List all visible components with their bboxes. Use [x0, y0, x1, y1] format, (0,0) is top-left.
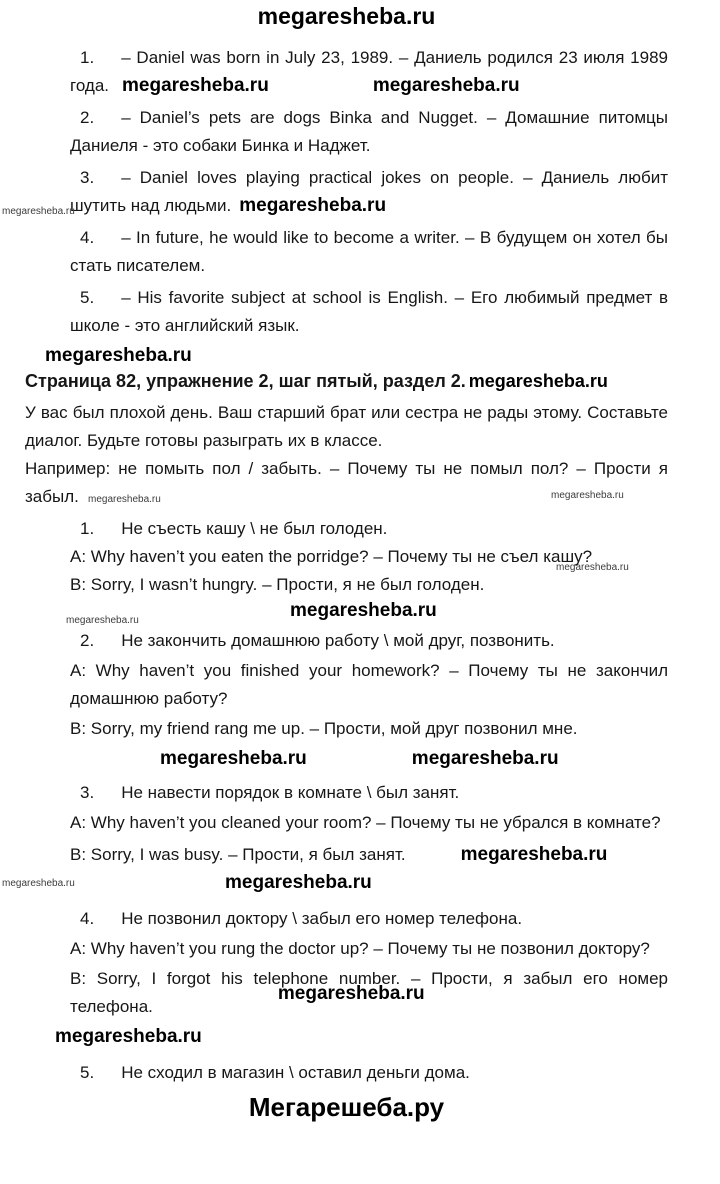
watermark-text: megaresheba.ru	[225, 872, 372, 893]
answer-item-1	[25, 44, 668, 100]
dialog-text: B: Sorry, I was busy. – Прости, я был занят.	[70, 845, 406, 864]
item-number: 4.	[80, 909, 95, 928]
watermark-text: megaresheba.ru	[290, 600, 437, 621]
watermark-text: megaresheba.ru	[468, 371, 608, 391]
item-number: 5.	[80, 1063, 95, 1082]
task-text: Не съесть кашу \ не был голоден.	[121, 519, 388, 538]
watermark-text: megaresheba.ru	[45, 345, 192, 366]
watermark-text: megaresheba.ru	[460, 844, 608, 865]
watermark-text: megaresheba.ru	[88, 494, 161, 505]
watermark-text: megaresheba.ru	[66, 615, 139, 626]
task-item-2	[25, 627, 668, 655]
task-text: Не закончить домашнюю работу \ мой друг, позвонить.	[121, 631, 555, 650]
item-text: – Daniel’s pets are dogs Binka and Nugget. – Домашние питомцы Даниеля - это собаки Бинка и Наджет.	[70, 108, 668, 155]
watermark-line	[55, 1025, 668, 1049]
exercise-heading	[25, 368, 668, 395]
exercise2-section	[25, 368, 668, 1087]
watermark-line	[225, 871, 668, 895]
task-text: Не позвонил доктору \ забыл его номер телефона.	[121, 909, 523, 928]
footer-watermark: Мегарешеба.ру	[248, 1092, 445, 1122]
watermark-text: megaresheba.ru	[239, 195, 387, 216]
dialog-b-4	[25, 965, 668, 1021]
header-watermark: megaresheba.ru	[257, 3, 436, 29]
item-number: 3.	[80, 783, 95, 802]
task-item-5	[25, 1059, 668, 1087]
watermark-text: megaresheba.ru	[2, 878, 75, 889]
watermark-text: megaresheba.ru	[277, 983, 425, 1004]
item-number: 1.	[80, 48, 95, 67]
task-text: Не сходил в магазин \ оставил деньги дома.	[121, 1063, 470, 1082]
task-item-1	[25, 515, 668, 543]
answer-item-3	[25, 164, 668, 220]
exercise-instructions: У вас был плохой день. Ваш старший брат или сестра не рады этому. Составьте диалог. Будьте готовы разыграть их в классе.	[25, 403, 668, 450]
item-number: 4.	[80, 228, 95, 247]
watermark-text: megaresheba.ru	[556, 562, 629, 573]
watermark-text: megaresheba.ru	[372, 75, 520, 96]
dialog-a-1: A: Why haven’t you eaten the porridge? – Почему ты не съел кашу?	[70, 547, 593, 566]
item-number: 2.	[80, 631, 95, 650]
dialog-a-4: A: Why haven’t you rung the doctor up? – Почему ты не позвонил доктору?	[70, 939, 650, 958]
answer-item-2	[25, 104, 668, 160]
watermark-text: megaresheba.ru	[2, 206, 75, 217]
task-text: Не навести порядок в комнате \ был занят.	[121, 783, 460, 802]
dialog-text: B: Sorry, I forgot his telephone number. – Прости, я забыл его номер телефона.	[70, 969, 668, 1016]
answer-item-5	[25, 284, 668, 340]
exercise1-answers	[25, 44, 668, 340]
task-item-4	[25, 905, 668, 933]
watermark-text: megaresheba.ru	[551, 490, 624, 501]
watermark-text: megaresheba.ru	[55, 1026, 202, 1047]
answer-item-4	[25, 224, 668, 280]
dialog-b-3	[25, 841, 668, 869]
watermark-line	[290, 599, 668, 623]
task-item-3	[25, 779, 668, 807]
item-text: – In future, he would like to become a writer. – В будущем он хотел бы стать писателем.	[70, 228, 668, 275]
item-text: – His favorite subject at school is English. – Его любимый предмет в школе - это английский язык.	[70, 288, 668, 335]
watermark-line	[160, 747, 668, 771]
item-number: 3.	[80, 168, 95, 187]
watermark-text: megaresheba.ru	[411, 748, 559, 769]
exercise-example: Например: не помыть пол / забыть. – Почему ты не помыл пол? – Прости я забыл.	[25, 459, 668, 506]
dialog-a-3: A: Why haven’t you cleaned your room? – Почему ты не убрался в комнате?	[70, 813, 661, 832]
watermark-text: megaresheba.ru	[122, 75, 269, 96]
item-number: 1.	[80, 519, 95, 538]
item-number: 2.	[80, 108, 95, 127]
heading-text: Страница 82, упражнение 2, шаг пятый, раздел 2.	[25, 371, 466, 391]
dialog-a-2: A: Why haven’t you finished your homework? – Почему ты не закончил домашнюю работу?	[70, 661, 668, 708]
dialog-b-2: B: Sorry, my friend rang me up. – Прости, мой друг позвонил мне.	[70, 719, 578, 738]
item-text: – Daniel was born in July 23, 1989. – Даниель родился 23 июля 1989 года.	[70, 48, 668, 95]
dialog-b-1: B: Sorry, I wasn’t hungry. – Прости, я не был голоден.	[70, 575, 485, 594]
watermark-line	[45, 344, 668, 368]
item-text: – Daniel loves playing practical jokes on people. – Даниель любит шутить над людьми.	[70, 168, 668, 215]
watermark-text: megaresheba.ru	[160, 748, 307, 769]
item-number: 5.	[80, 288, 95, 307]
